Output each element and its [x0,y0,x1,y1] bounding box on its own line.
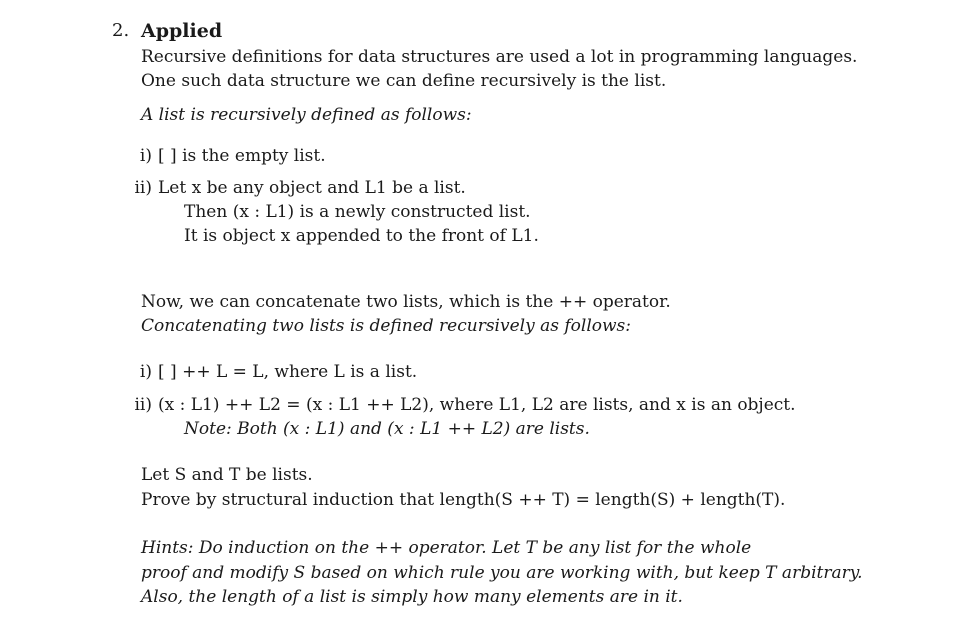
rule-text: Let x be any object and L1 be a list. [158,178,466,198]
rule-label: ii) [134,395,152,415]
problem-title: Applied [141,20,223,42]
list-rule-2 [106,177,466,199]
hints-line-3: Also, the length of a list is simply how many elements are in it. [141,587,683,607]
rule-text: [ ] ++ L = L, where L is a list. [158,362,418,382]
rule-text: [ ] is the empty list. [158,146,326,166]
let-line: Let S and T be lists. [141,465,313,485]
concat-rule-1 [106,361,417,383]
problem-number: 2. [112,20,130,41]
concat-intro: Now, we can concatenate two lists, which is the ++ operator. [141,292,671,312]
hints-line-1: Hints: Do induction on the ++ operator. Let T be any list for the whole [141,538,752,558]
concat-rule-2 [106,394,796,416]
rule-text: (x : L1) ++ L2 = (x : L1 ++ L2), where L1, L2 are lists, and x is an object. [158,395,796,415]
rule-label: i) [139,146,152,166]
hints-line-2: proof and modify S based on which rule you are working with, but keep T arbitrary. [141,563,863,583]
rule-label: i) [139,362,152,382]
concat-definition-heading: Concatenating two lists is defined recursively as follows: [141,316,632,336]
list-rule-1 [106,145,326,167]
intro-line-2: One such data structure we can define recursively is the list. [141,71,667,91]
list-rule-2-line-3: It is object x appended to the front of L1. [184,226,539,246]
intro-line-1: Recursive definitions for data structures are used a lot in programming languages. [141,47,858,67]
list-rule-2-line-2: Then (x : L1) is a newly constructed list. [184,202,531,222]
prove-line: Prove by structural induction that length(S ++ T) = length(S) + length(T). [141,490,786,510]
concat-rule-2-note: Note: Both (x : L1) and (x : L1 ++ L2) are lists. [184,419,590,439]
rule-label: ii) [134,178,152,198]
list-definition-heading: A list is recursively defined as follows: [141,105,472,125]
